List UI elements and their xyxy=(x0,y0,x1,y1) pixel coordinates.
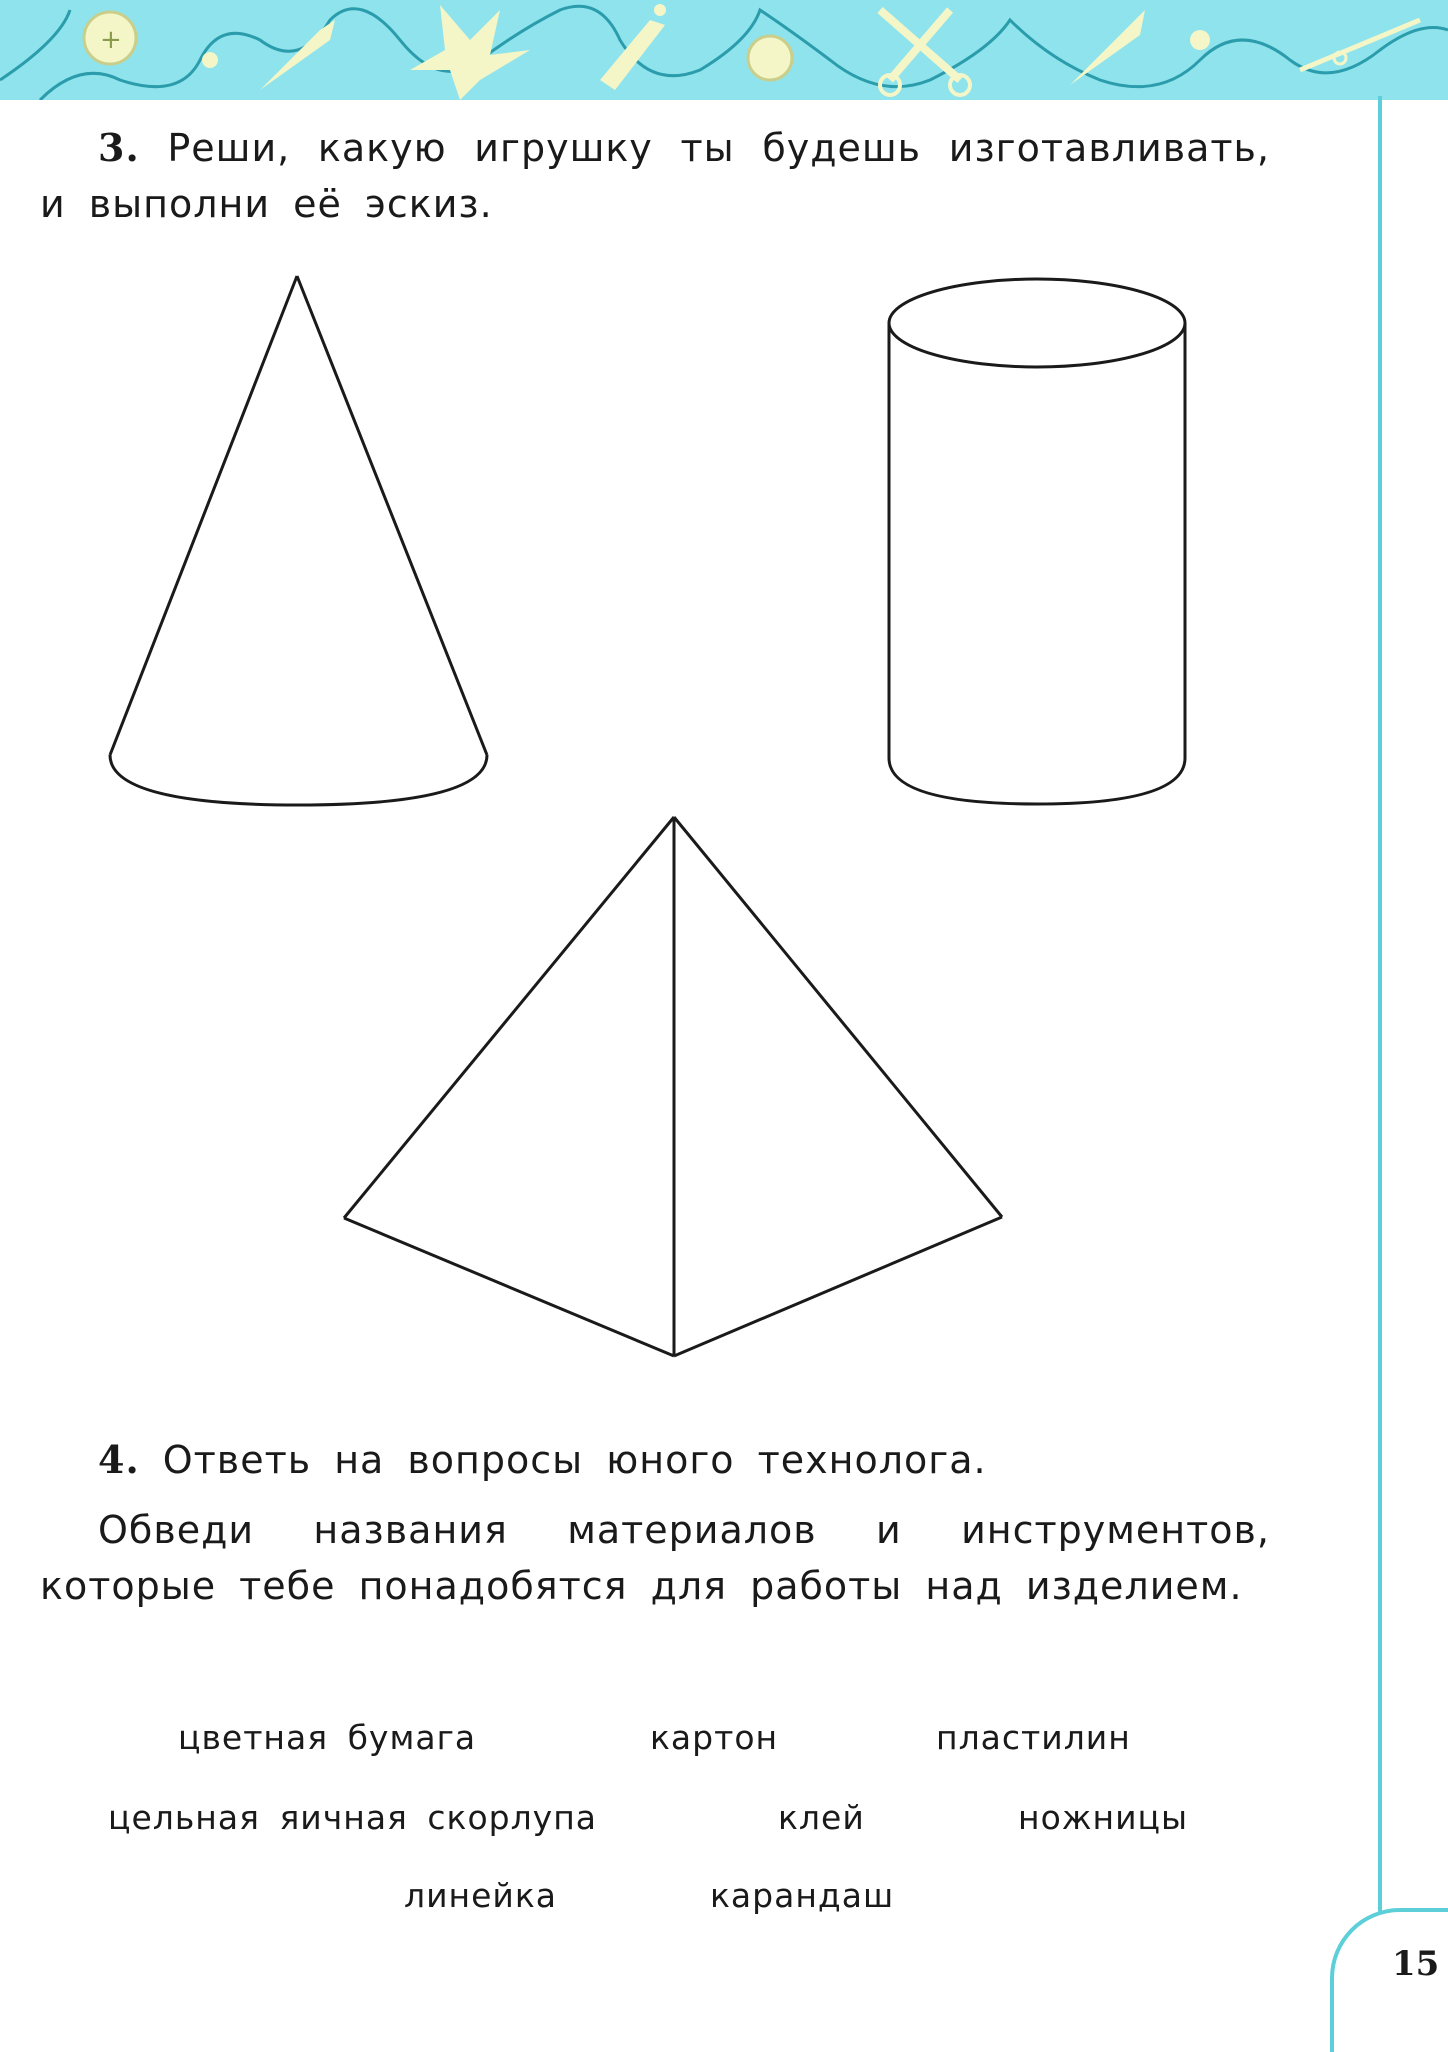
task-4-number: 4. xyxy=(98,1437,140,1482)
task-4-heading: Ответь на вопросы юного технолога. xyxy=(162,1438,987,1482)
tool-pencil[interactable]: карандаш xyxy=(710,1876,895,1915)
task-3-text: Реши, какую игрушку ты будешь изготавливать, и выполни её эскиз. xyxy=(40,126,1270,226)
task-3-number: 3. xyxy=(98,125,140,170)
svg-text:+: + xyxy=(100,25,122,55)
material-colored-paper[interactable]: цветная бумага xyxy=(178,1718,477,1757)
pyramid-shape xyxy=(344,817,1002,1356)
page-number: 15 xyxy=(1392,1944,1440,1984)
tool-scissors[interactable]: ножницы xyxy=(1018,1798,1189,1837)
tool-ruler[interactable]: линейка xyxy=(404,1876,558,1915)
material-cardboard[interactable]: картон xyxy=(650,1718,779,1757)
material-plasticine[interactable]: пластилин xyxy=(936,1718,1131,1757)
cylinder-shape xyxy=(889,279,1185,804)
task-4 xyxy=(40,1432,1270,1614)
material-eggshell[interactable]: цельная яичная скорлупа xyxy=(108,1798,598,1837)
task-4-body: Обведи названия материалов и инструментов, которые тебе понадобятся для работы над изделием. xyxy=(40,1508,1270,1608)
tool-glue[interactable]: клей xyxy=(778,1798,865,1837)
cone-shape xyxy=(110,276,487,805)
